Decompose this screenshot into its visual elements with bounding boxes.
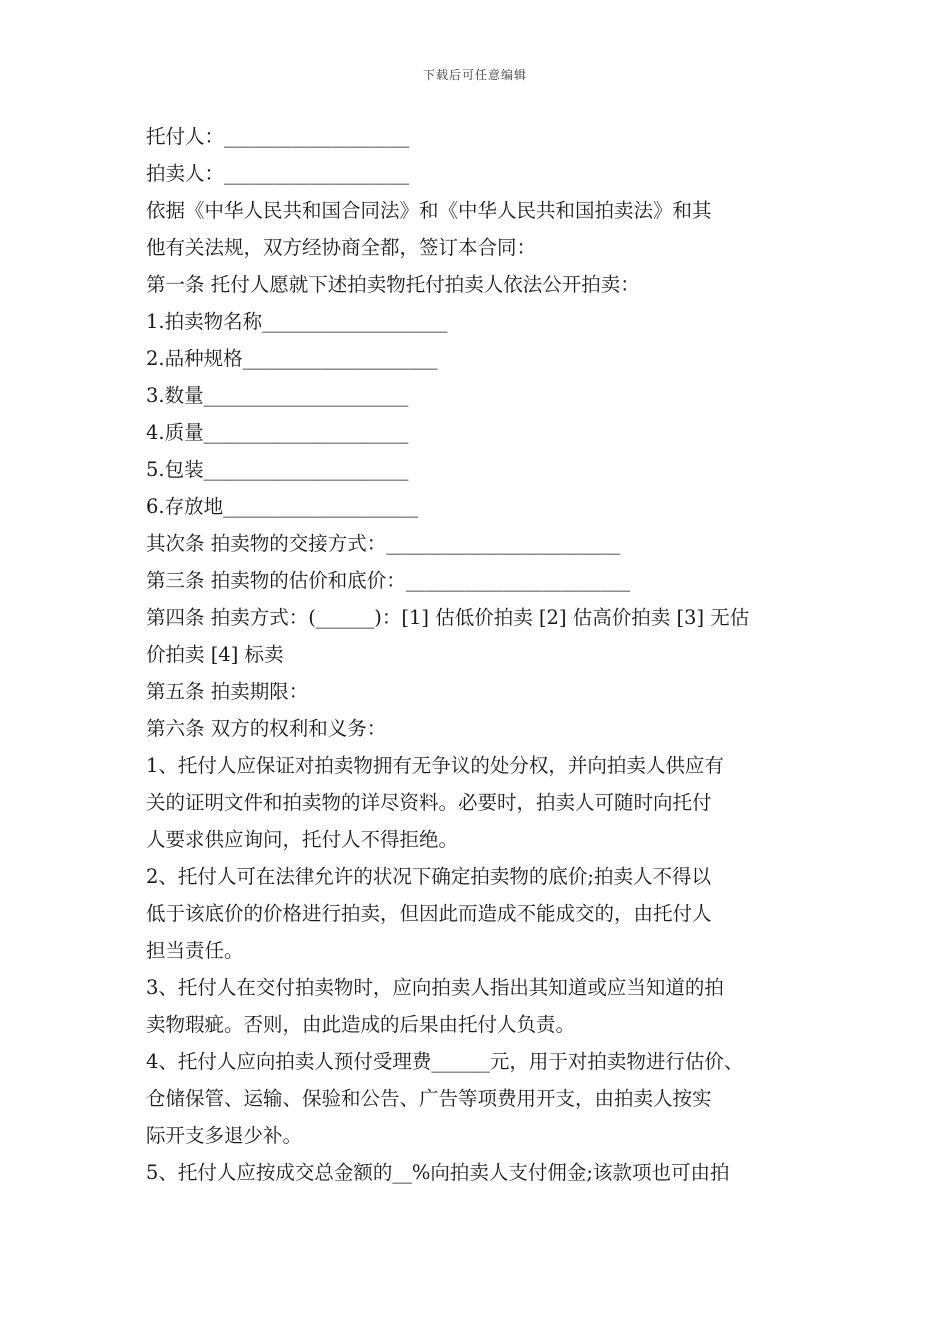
clause-2-line-2: 低于该底价的价格进行拍卖，但因此而造成不能成交的，由托付人 <box>146 902 712 925</box>
contract-body <box>146 118 816 1191</box>
item-packaging-line: 5.包装_____________________ <box>146 458 409 481</box>
article-4-line-2: 价拍卖 [4] 标卖 <box>146 643 284 666</box>
article-6-heading: 第六条 双方的权利和义务： <box>146 717 387 740</box>
clause-5-line-1: 5、托付人应按成交总金额的__%向拍卖人支付佣金;该款项也可由拍 <box>146 1161 730 1184</box>
item-spec-line: 2.品种规格____________________ <box>146 347 438 370</box>
item-storage-line: 6.存放地____________________ <box>146 495 419 518</box>
article-3-line: 第三条 拍卖物的估价和底价：_______________________ <box>146 569 630 592</box>
clause-2-line-3: 担当责任。 <box>146 939 244 962</box>
preamble-line-2: 他有关法规，双方经协商全都，签订本合同： <box>146 236 537 259</box>
clause-1-line-3: 人要求供应询问，托付人不得拒绝。 <box>146 828 459 851</box>
item-name-line: 1.拍卖物名称___________________ <box>146 310 448 333</box>
clause-3-line-2: 卖物瑕疵。否则，由此造成的后果由托付人负责。 <box>146 1013 576 1036</box>
article-4-line-1: 第四条 拍卖方式：(______)：[1] 估低价拍卖 [2] 估高价拍卖 [3] 无估 <box>146 606 750 629</box>
preamble-line-1: 依据《中华人民共和国合同法》和《中华人民共和国拍卖法》和其 <box>146 199 712 222</box>
consignor-line: 托付人：___________________ <box>146 125 410 148</box>
auctioneer-line: 拍卖人：___________________ <box>146 162 410 185</box>
clause-4-line-1: 4、托付人应向拍卖人预付受理费______元，用于对拍卖物进行估价、 <box>146 1050 744 1073</box>
clause-4-line-2: 仓储保管、运输、保验和公告、广告等项费用开支，由拍卖人按实 <box>146 1087 712 1110</box>
clause-4-line-3: 际开支多退少补。 <box>146 1124 303 1147</box>
clause-1-line-1: 1、托付人应保证对拍卖物拥有无争议的处分权，并向拍卖人供应有 <box>146 754 724 777</box>
article-5-line: 第五条 拍卖期限： <box>146 680 309 703</box>
header-note: 下载后可任意编辑 <box>422 68 527 82</box>
clause-3-line-1: 3、托付人在交付拍卖物时，应向拍卖人指出其知道或应当知道的拍 <box>146 976 724 999</box>
clause-1-line-2: 关的证明文件和拍卖物的详尽资料。必要时，拍卖人可随时向托付 <box>146 791 712 814</box>
clause-2-line-1: 2、托付人可在法律允许的状况下确定拍卖物的底价;拍卖人不得以 <box>146 865 711 888</box>
article-1-heading: 第一条 托付人愿就下述拍卖物托付拍卖人依法公开拍卖： <box>146 273 640 296</box>
article-2-line: 其次条 拍卖物的交接方式：________________________ <box>146 532 621 555</box>
item-quality-line: 4.质量_____________________ <box>146 421 409 444</box>
item-quantity-line: 3.数量_____________________ <box>146 384 409 407</box>
